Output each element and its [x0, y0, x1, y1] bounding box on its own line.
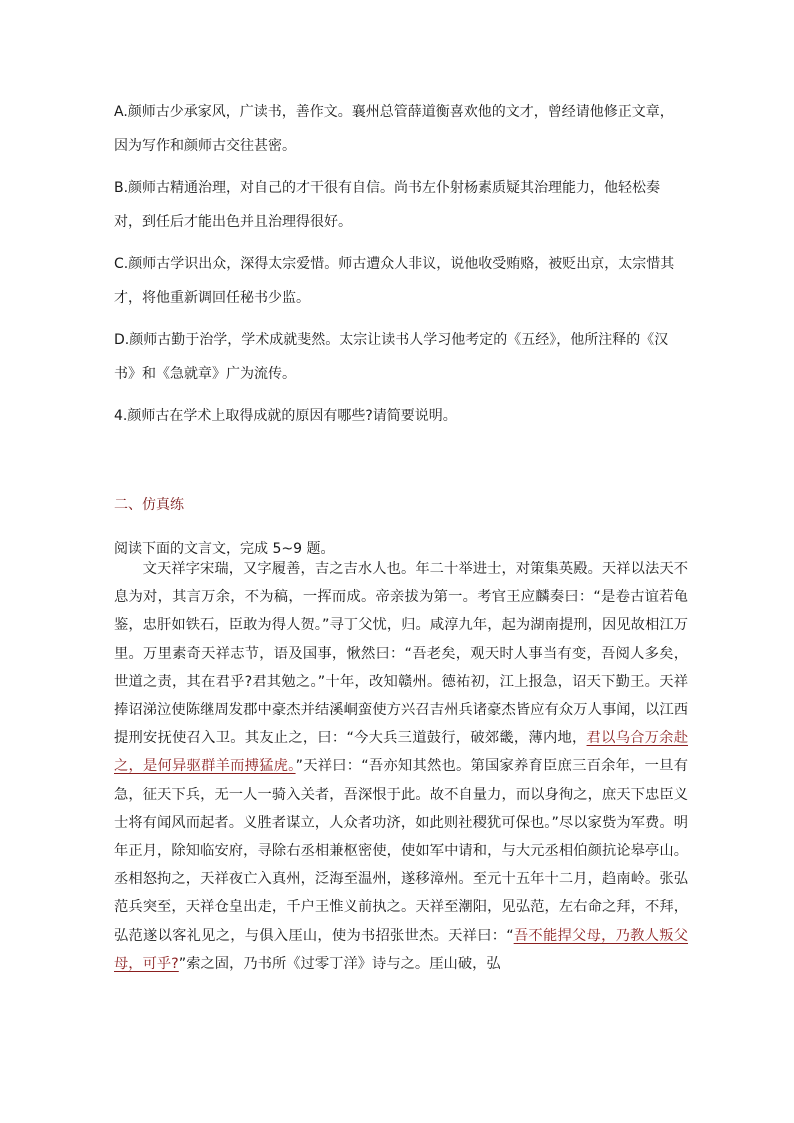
passage-text-1: 文天祥字宋瑞，又字履善，吉之吉水人也。年二十举进士，对策集英殿。天祥以法天不息为对，其言万余，不为稿，一挥而成。帝亲拔为第一。考官王应麟奏曰：“是卷古谊若龟鉴，忠肝如铁石，臣敢为得人贺。”寻丁父忧，归。咸淳九年，起为湖南提刑，因见故相江万里。万里素奇天祥志节，语及国事，愀然曰：“吾老矣，观天时人事当有变，吾阅人多矣，世道之责，其在君乎?君其勉之。”十年，改知赣州。德祐初，江上报急，诏天下勤王。天祥捧诏涕泣使陈继周发郡中豪杰并结溪峒蛮使方兴召吉州兵诸豪杰皆应有众万人事闻，以江西提刑安抚使召入卫。其友止之，曰：“今大兵三道鼓行，破郊畿，薄内地， — [114, 561, 688, 747]
section-heading: 二、仿真练 — [114, 497, 184, 513]
option-c: C.颜师古学识出众，深得太宗爱惜。师古遭众人非议，说他收受贿赂，被贬出京，太宗惜其才，将他重新调回任秘书少监。 — [114, 256, 675, 306]
option-d: D.颜师古勤于治学，学术成就斐然。太宗让读书人学习他考定的《五经》，他所注释的《汉书》和《急就章》广为流传。 — [114, 332, 669, 382]
underlined-sentence-2: 吾不能捍父母，乃教人叛父母，可乎? — [114, 927, 689, 972]
reading-instruction: 阅读下面的文言文，完成 5~9 题。 — [114, 541, 335, 557]
option-a: A.颜师古少承家风，广读书，善作文。襄州总管薛道衡喜欢他的文才，曾经请他修正文章，因为写作和颜师古交往甚密。 — [114, 104, 674, 154]
underlined-sentence-1: 君以乌合万余赴之，是何异驱群羊而搏猛虎。 — [114, 730, 689, 775]
passage-text-2: ”天祥曰：“吾亦知其然也。第国家养育臣庶三百余年，一旦有急，征天下兵，无一人一骑入关者，吾深恨于此。故不自量力，而以身徇之，庶天下忠臣义士将有闻风而起者。义胜者谋立，人众者功济，如此则社稷犹可保也。”尽以家赀为军费。明年正月，除知临安府，寻除右丞相兼枢密使，使如军中请和，与大元丞相伯颜抗论皋亭山。丞相怒拘之，天祥夜亡入真州，泛海至温州，遂移漳州。至元十五年十二月，趋南岭。张弘范兵突至，天祥仓皇出走，千户王惟义前执之。天祥至潮阳，见弘范，左右命之拜，不拜，弘范遂以客礼见之，与俱入厓山，使为书招张世杰。天祥曰：“ — [114, 758, 688, 944]
question-4: 4.颜师古在学术上取得成就的原因有哪些?请简要说明。 — [114, 408, 457, 424]
option-b: B.颜师古精通治理，对自己的才干很有自信。尚书左仆射杨素质疑其治理能力，他轻松奏对，到任后才能出色并且治理得很好。 — [114, 180, 661, 230]
classical-passage — [114, 555, 688, 978]
passage-text-3: ”索之固，乃书所《过零丁洋》诗与之。厓山破，弘 — [178, 955, 501, 972]
